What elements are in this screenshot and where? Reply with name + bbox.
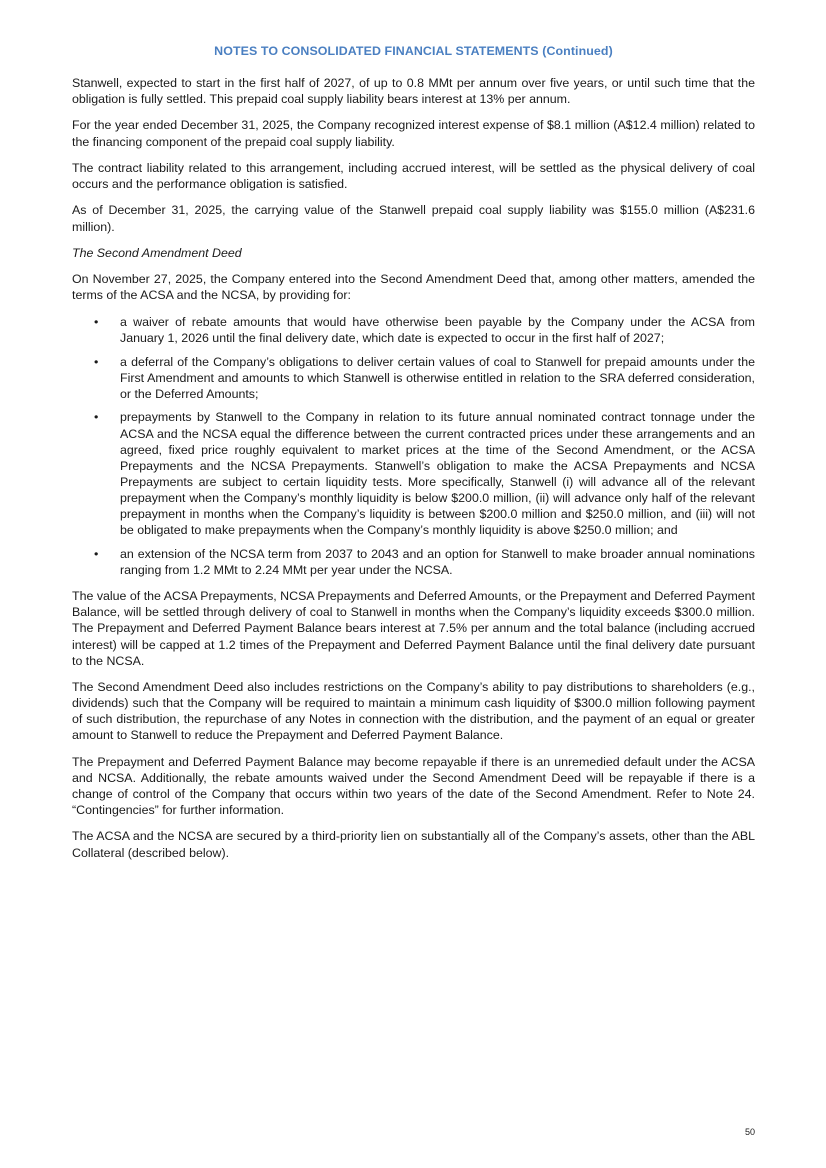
list-item-text: an extension of the NCSA term from 2037 to 2043 and an option for Stanwell to make broader annual nominations ranging from 1.2 MMt to 2.24 MMt per year under the NCSA. [120, 546, 755, 577]
paragraph-amendment-intro: On November 27, 2025, the Company entered into the Second Amendment Deed that, among other matters, amended the terms of the ACSA and the NCSA, by providing for: [72, 272, 755, 303]
paragraph-repayment-conditions: The Prepayment and Deferred Payment Balance may become repayable if there is an unremedied default under the ACSA and NCSA. Additionally, the rebate amounts waived under the Second Amendment Deed will be repayable if there is a change of control of the Company that occurs within two years of the date of the Second Amendment. Refer to Note 24. “Contingencies” for further information. [72, 754, 755, 818]
page-number: 50 [744, 1127, 755, 1137]
document-body [72, 75, 755, 871]
paragraph-prepaid-coal-terms: Stanwell, expected to start in the first half of 2027, of up to 0.8 MMt per annum over five years, or until such time that the obligation is fully settled. This prepaid coal supply liability bears interest at 13% per annum. [72, 76, 755, 107]
section-heading: The Second Amendment Deed [72, 245, 242, 260]
bullet-icon: • [94, 410, 99, 425]
list-item [72, 314, 755, 346]
list-item [72, 546, 755, 578]
list-item [72, 354, 755, 402]
list-item [72, 409, 755, 538]
amendment-bullet-list [72, 314, 755, 578]
paragraph-interest-expense: For the year ended December 31, 2025, the Company recognized interest expense of $8.1 million (A$12.4 million) related to the financing component of the prepaid coal supply liability. [72, 118, 755, 149]
list-item-text: a waiver of rebate amounts that would have otherwise been payable by the Company under the ACSA from January 1, 2026 until the final delivery date, which date is expected to occur in the first half of 2027; [120, 314, 755, 345]
paragraph-carrying-value: As of December 31, 2025, the carrying value of the Stanwell prepaid coal supply liability was $155.0 million (A$231.6 million). [72, 203, 755, 234]
list-item-text: a deferral of the Company’s obligations to deliver certain values of coal to Stanwell for prepaid amounts under the First Amendment and amounts to which Stanwell is otherwise entitled in relation to the SRA deferred consideration, or the Deferred Amounts; [120, 354, 755, 401]
list-item-text: prepayments by Stanwell to the Company in relation to its future annual nominated contract tonnage under the ACSA and the NCSA equal the difference between the current contracted prices under these arrangements and an agreed, fixed price roughly equivalent to market prices at the time of the Second Amendment, or the ACSA Prepayments and the NCSA Prepayments. Stanwell’s obligation to make the ACSA Prepayments and NCSA Prepayments are subject to certain liquidity tests. More specifically, Stanwell (i) will advance all of the relevant prepayment when the Company’s monthly liquidity is below $200.0 million, (ii) will advance only half of the relevant prepayment in months when the Company’s liquidity is between $200.0 million and $250.0 million, and (iii) will not be obligated to make prepayments when the Company’s monthly liquidity is above $250.0 million; and [120, 410, 755, 538]
paragraph-security-lien: The ACSA and the NCSA are secured by a third-priority lien on substantially all of the Company’s assets, other than the ABL Collateral (described below). [72, 829, 755, 860]
page-header-title: NOTES TO CONSOLIDATED FINANCIAL STATEMENTS (Continued) [214, 44, 613, 58]
paragraph-distribution-restrictions: The Second Amendment Deed also includes restrictions on the Company’s ability to pay distributions to shareholders (e.g., dividends) such that the Company will be required to maintain a minimum cash liquidity of $300.0 million following payment of such distribution, the repurchase of any Notes in connection with the distribution, and the payment of an equal or greater amount to Stanwell to reduce the Prepayment and Deferred Payment Balance. [72, 680, 755, 743]
bullet-icon: • [94, 546, 99, 561]
bullet-icon: • [94, 354, 99, 369]
bullet-icon: • [94, 314, 99, 329]
paragraph-prepayment-balance: The value of the ACSA Prepayments, NCSA Prepayments and Deferred Amounts, or the Prepayment and Deferred Payment Balance, will be settled through delivery of coal to Stanwell in months when the Company’s liquidity exceeds $300.0 million. The Prepayment and Deferred Payment Balance bears interest at 7.5% per annum and the total balance (including accrued interest) will be capped at 1.2 times of the Prepayment and Deferred Payment Balance until the final delivery date pursuant to the NCSA. [72, 589, 755, 668]
paragraph-contract-liability: The contract liability related to this arrangement, including accrued interest, will be settled as the physical delivery of coal occurs and the performance obligation is satisfied. [72, 160, 755, 192]
